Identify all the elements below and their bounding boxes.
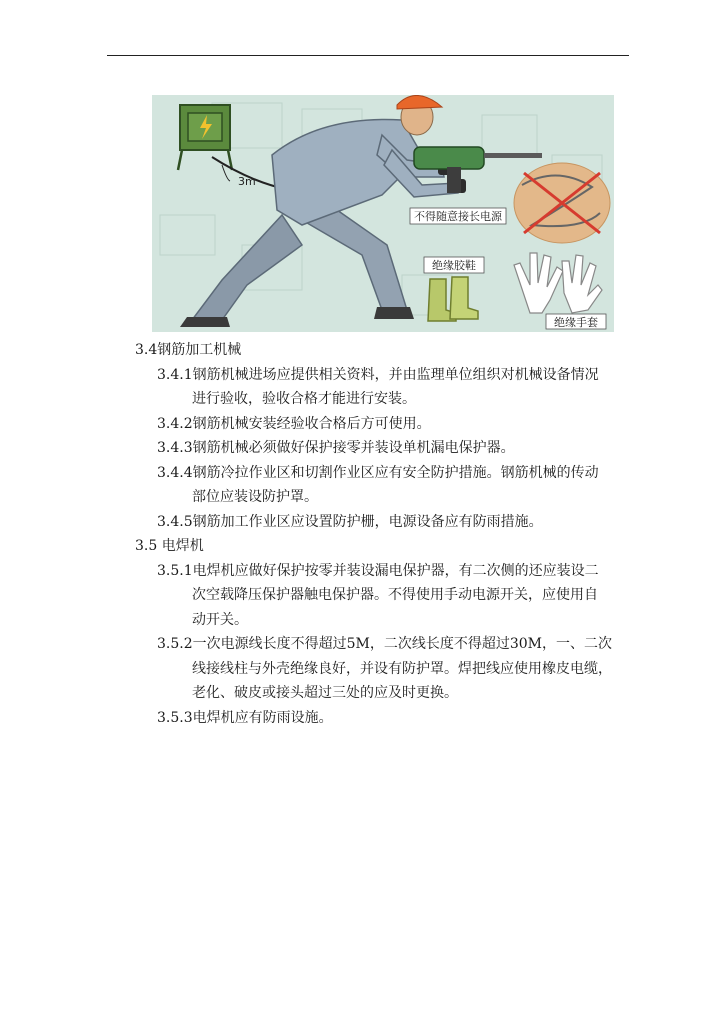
clause-3-4-1: 3.4.1钢筋机械进场应提供相关资料，并由监理单位组织对机械设备情况	[157, 366, 599, 383]
warning-label: 不得随意接长电源	[414, 210, 502, 223]
clause-3-5-1: 3.5.1电焊机应做好保护按零并装设漏电保护器，有二次侧的还应装设二	[157, 562, 599, 579]
boots-label: 绝缘胶鞋	[432, 259, 476, 272]
clause-3-4-5: 3.4.5钢筋加工作业区应设置防护栅，电源设备应有防雨措施。	[157, 513, 543, 530]
safety-illustration	[152, 95, 614, 332]
distance-label: 3m	[238, 175, 256, 188]
clause-3-5-2-cont: 线接线柱与外壳绝缘良好，并设有防护罩。焊把线应使用橡皮电缆，	[192, 660, 612, 677]
clause-3-4-4-cont: 部位应装设防护罩。	[192, 489, 318, 505]
section-3-5-heading: 3.5 电焊机	[135, 538, 204, 554]
clause-3-5-2: 3.5.2一次电源线长度不得超过5M，二次线长度不得超过30M，一、二次	[157, 636, 613, 652]
clause-3-5-1-cont: 次空载降压保护器触电保护器。不得使用手动电源开关，应使用自	[192, 587, 598, 603]
section-3-4-heading: 3.4钢筋加工机械	[135, 342, 242, 358]
header-rule	[107, 55, 629, 56]
clause-3-5-1-cont2: 动开关。	[192, 611, 248, 628]
clause-3-5-3: 3.5.3电焊机应有防雨设施。	[157, 709, 333, 726]
prohibited-cord-icon	[514, 163, 610, 243]
clause-3-4-1-cont: 进行验收，验收合格才能进行安装。	[192, 391, 416, 407]
document-body	[135, 338, 635, 730]
clause-3-4-2: 3.4.2钢筋机械安装经验收合格后方可使用。	[157, 415, 431, 432]
clause-3-5-2-cont2: 老化、破皮或接头超过三处的应及时更换。	[192, 685, 458, 701]
gloves-label: 绝缘手套	[554, 316, 598, 329]
clause-3-4-3: 3.4.3钢筋机械必须做好保护接零并装设单机漏电保护器。	[157, 440, 515, 456]
worker-drill-scene	[152, 95, 614, 332]
clause-3-4-4: 3.4.4钢筋冷拉作业区和切割作业区应有安全防护措施。钢筋机械的传动	[157, 464, 599, 481]
